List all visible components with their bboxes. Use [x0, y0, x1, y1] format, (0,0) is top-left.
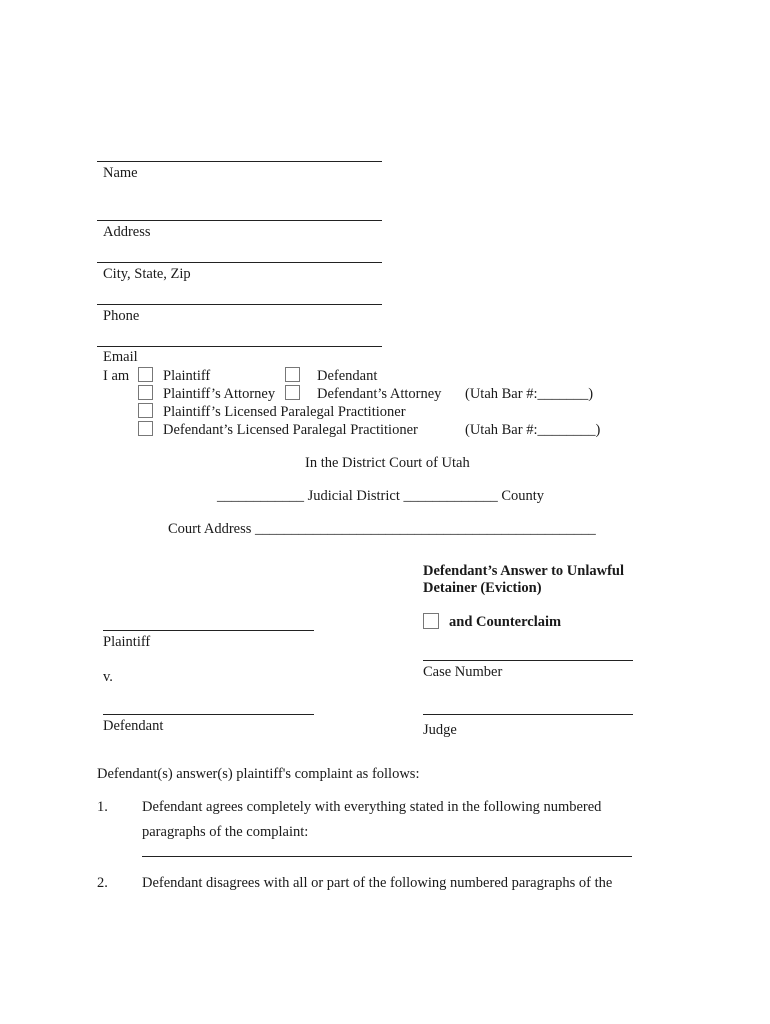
- utah-bar-number-field-2[interactable]: (Utah Bar #:________): [465, 422, 601, 438]
- plaintiff-lpp-checkbox[interactable]: [138, 403, 153, 418]
- counterclaim-checkbox[interactable]: [423, 613, 439, 629]
- item-2-text-line-1: Defendant disagrees with all or part of the following numbered paragraphs of the: [142, 875, 613, 891]
- email-line[interactable]: [97, 346, 382, 347]
- name-label: Name: [103, 165, 138, 181]
- defendant-lpp-label: Defendant’s Licensed Paralegal Practitioner: [163, 422, 418, 438]
- city-state-zip-line[interactable]: [97, 262, 382, 263]
- court-heading: In the District Court of Utah: [305, 455, 470, 471]
- phone-line[interactable]: [97, 304, 382, 305]
- case-number-line[interactable]: [423, 660, 633, 661]
- item-1-text-line-1: Defendant agrees completely with everything stated in the following numbered: [142, 799, 602, 815]
- item-1-number: 1.: [97, 799, 108, 815]
- name-line[interactable]: [97, 161, 382, 162]
- defendant-caption-label: Defendant: [103, 718, 164, 734]
- plaintiff-attorney-label: Plaintiff’s Attorney: [163, 386, 276, 402]
- agreed-paragraphs-line[interactable]: [142, 856, 632, 857]
- address-label: Address: [103, 224, 151, 240]
- utah-bar-number-field-1[interactable]: (Utah Bar #:_______): [465, 386, 594, 402]
- city-state-zip-label: City, State, Zip: [103, 266, 191, 282]
- counterclaim-label: and Counterclaim: [449, 614, 562, 630]
- defendant-attorney-checkbox[interactable]: [285, 385, 300, 400]
- item-1-text-line-2: paragraphs of the complaint:: [142, 824, 309, 840]
- address-line[interactable]: [97, 220, 382, 221]
- i-am-label: I am: [103, 368, 130, 384]
- plaintiff-caption-label: Plaintiff: [103, 634, 151, 650]
- plaintiff-name-line[interactable]: [103, 630, 314, 631]
- defendant-attorney-label: Defendant’s Attorney: [317, 386, 442, 402]
- answer-intro: Defendant(s) answer(s) plaintiff's complaint as follows:: [97, 766, 420, 782]
- defendant-name-line[interactable]: [103, 714, 314, 715]
- document-title-line-2: Detainer (Eviction): [423, 580, 542, 596]
- plaintiff-checkbox[interactable]: [138, 367, 153, 382]
- plaintiff-lpp-label: Plaintiff’s Licensed Paralegal Practitioner: [163, 404, 406, 420]
- versus-label: v.: [103, 669, 113, 685]
- defendant-lpp-checkbox[interactable]: [138, 421, 153, 436]
- court-address-line[interactable]: Court Address _______________________________________________: [168, 521, 596, 537]
- case-number-label: Case Number: [423, 664, 503, 680]
- email-label: Email: [103, 349, 138, 365]
- phone-label: Phone: [103, 308, 140, 324]
- document-title-line-1: Defendant’s Answer to Unlawful: [423, 563, 624, 579]
- judicial-district-county-line[interactable]: ____________ Judicial District _____________ County: [217, 488, 545, 504]
- plaintiff-option-label: Plaintiff: [163, 368, 211, 384]
- plaintiff-attorney-checkbox[interactable]: [138, 385, 153, 400]
- item-2-number: 2.: [97, 875, 108, 891]
- defendant-option-label: Defendant: [317, 368, 378, 384]
- defendant-checkbox[interactable]: [285, 367, 300, 382]
- judge-label: Judge: [423, 722, 457, 738]
- judge-line[interactable]: [423, 714, 633, 715]
